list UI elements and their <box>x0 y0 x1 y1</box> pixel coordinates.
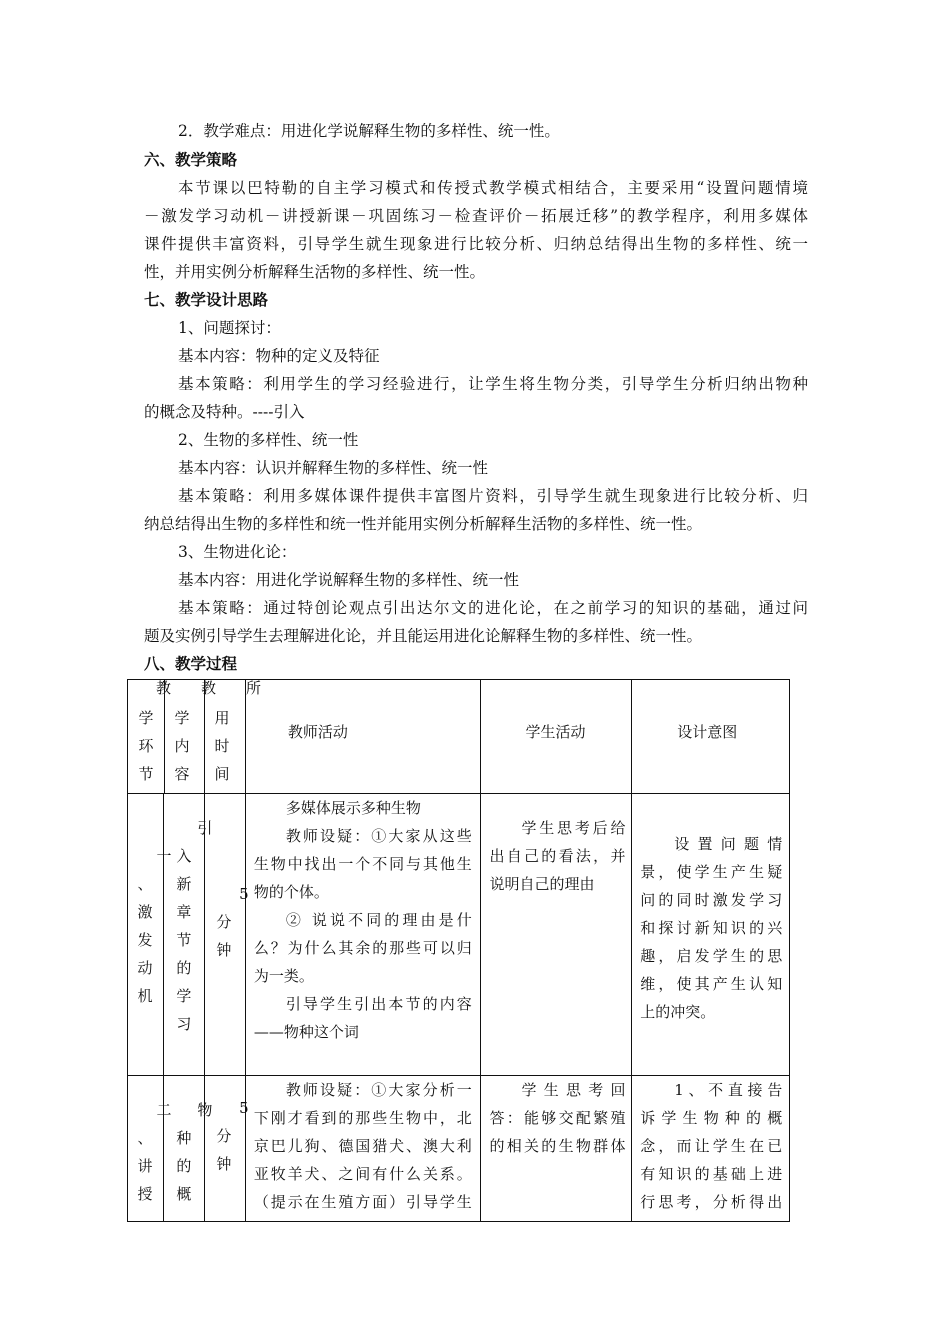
header-col-time: 用时间 <box>214 709 230 783</box>
design-line-5: 2、生物的多样性、统一性 <box>178 431 359 449</box>
row1-design <box>632 794 790 1076</box>
header-left-group <box>128 679 262 794</box>
teaching-process-table <box>127 679 790 1222</box>
row2-design-line: 有知识的基础上进 <box>640 1165 783 1183</box>
row1-teacher-line: 物的个体。 <box>253 883 329 901</box>
row2-time <box>204 1076 249 1222</box>
row1-stage-text: 、激发动机 <box>137 875 153 1005</box>
design-line-11: 基本策略：通过特创论观点引出达尔文的进化论，在之前学习的知识的基础，通过问 <box>178 599 808 617</box>
row2-design-line: 1、不直接告 <box>674 1081 783 1099</box>
row2-stage-text: 、讲授 <box>137 1129 153 1203</box>
row1-design-line: 问的同时激发学习 <box>640 891 783 909</box>
row1-stage <box>128 794 172 1076</box>
row1-design-line: 维，使其产生认知 <box>640 975 783 993</box>
table-row <box>128 1076 790 1222</box>
strategy-line-4: 性，并用实例分析解释生活物的多样性、统一性。 <box>144 263 486 281</box>
row1-teacher-line: 引导学生引出本节的内容 <box>285 995 472 1013</box>
design-line-10: 基本内容：用进化学说解释生物的多样性、统一性 <box>178 571 520 589</box>
design-line-3: 基本策略：利用学生的学习经验进行，让学生将生物分类，引导学生分析归纳出物种 <box>178 375 808 393</box>
row1-teacher-line: 么？为什么其余的那些可以归 <box>253 939 472 957</box>
row2-content-text: 种的概 <box>176 1129 192 1203</box>
row1-design-line: 设 置 问 题 情 <box>674 835 783 853</box>
design-line-1: 1、问题探讨： <box>178 319 281 337</box>
heading-process: 八、教学过程 <box>144 655 238 673</box>
row1-design-line: 和探讨新知识的兴 <box>640 919 783 937</box>
header-col-stage: 学环节 <box>138 709 154 783</box>
design-line-7: 基本策略：利用多媒体课件提供丰富图片资料，引导学生就生现象进行比较分析、归 <box>178 487 808 505</box>
heading-strategy: 六、教学策略 <box>144 151 238 169</box>
row2-design-line: 诉 学 生 物 种 的 概 <box>640 1109 783 1127</box>
row2-teacher <box>245 1076 481 1222</box>
row2-content <box>163 1076 213 1222</box>
header-student-label: 学生活动 <box>525 723 586 741</box>
design-line-12: 题及实例引导学生去理解进化论，并且能运用进化论解释生物的多样性、统一性。 <box>144 627 703 645</box>
strategy-line-2: －激发学习动机－讲授新课－巩固练习－检查评价－拓展迁移”的教学程序，利用多媒体 <box>144 207 808 225</box>
row1-student <box>481 794 632 1076</box>
design-line-4: 的概念及特种。----引入 <box>144 403 305 421</box>
row2-teacher-line: 亚牧羊犬、之间有什么关系。 <box>253 1165 472 1183</box>
row2-teacher-line: （提示在生殖方面）引导学生 <box>253 1193 472 1211</box>
strategy-line-1: 本节课以巴特勒的自主学习模式和传授式教学模式相结合，主要采用“设置问题情境 <box>178 179 808 197</box>
row1-content-text: 入新章节的学习 <box>176 847 192 1033</box>
row2-design-line: 念，而让学生在已 <box>640 1137 783 1155</box>
row1-time-top: 5 <box>239 885 249 903</box>
row1-content-top: 引 <box>197 819 213 837</box>
header-student <box>481 680 632 794</box>
row1-time <box>204 794 249 1076</box>
row1-student-line: 学生思考后给 <box>521 819 626 837</box>
row2-stage <box>128 1076 172 1222</box>
row2-student-line: 答：能够交配繁殖 <box>489 1109 626 1127</box>
design-line-2: 基本内容：物种的定义及特征 <box>178 347 380 365</box>
row1-stage-top: 一 <box>156 847 172 865</box>
row2-stage-top: 二 <box>156 1101 172 1119</box>
row1-time-text: 分钟 <box>216 913 232 959</box>
row2-time-top: 5 <box>239 1099 249 1117</box>
row1-teacher-line: 为一类。 <box>253 967 314 985</box>
row2-teacher-line: 下刚才看到的那些生物中，北 <box>253 1109 472 1127</box>
table-header-row <box>128 680 790 794</box>
row1-teacher-line: 教师设疑：①大家从这些 <box>285 827 472 845</box>
strategy-line-3: 课件提供丰富资料，引导学生就生现象进行比较分析、归纳总结得出生物的多样性、统一 <box>144 235 808 253</box>
table-row <box>128 794 790 1076</box>
row1-teacher-line: 多媒体展示多种生物 <box>285 799 421 817</box>
design-line-6: 基本内容：认识并解释生物的多样性、统一性 <box>178 459 489 477</box>
header-top-text: 教 教 所 <box>156 679 262 697</box>
row1-student-line: 说明自己的理由 <box>489 875 595 893</box>
row1-design-line: 上的冲突。 <box>640 1003 716 1021</box>
heading-design: 七、教学设计思路 <box>144 291 269 309</box>
row2-student-line: 的相关的生物群体 <box>489 1137 626 1155</box>
row2-student-line: 学 生 思 考 回 <box>521 1081 626 1099</box>
row1-student-line: 出自己的看法，并 <box>489 847 626 865</box>
row2-teacher-line: 教师设疑：①大家分析一 <box>285 1081 472 1099</box>
row2-design-line: 行思考，分析得出 <box>640 1193 783 1211</box>
difficulty-line: 2．教学难点：用进化学说解释生物的多样性、统一性。 <box>178 122 560 140</box>
header-design-label: 设计意图 <box>677 723 738 741</box>
row2-design <box>632 1076 790 1222</box>
row2-content-top: 物 <box>197 1101 213 1119</box>
row2-teacher-line: 京巴儿狗、德国猎犬、澳大利 <box>253 1137 472 1155</box>
design-line-9: 3、生物进化论： <box>178 543 297 561</box>
row1-teacher <box>245 794 481 1076</box>
row2-time-text: 分钟 <box>216 1127 232 1173</box>
row1-teacher-line: 生物中找出一个不同与其他生 <box>253 855 472 873</box>
row1-teacher-line: ② 说说不同的理由是什 <box>285 911 472 929</box>
design-line-8: 纳总结得出生物的多样性和统一性并能用实例分析解释生活物的多样性、统一性。 <box>144 515 703 533</box>
header-design <box>632 680 790 794</box>
row2-student <box>481 1076 632 1222</box>
row1-design-line: 趣，启发学生的思 <box>640 947 783 965</box>
row1-design-line: 景，使学生产生疑 <box>640 863 783 881</box>
header-teacher <box>245 680 481 794</box>
header-teacher-label: 教师活动 <box>287 723 348 741</box>
row1-content <box>163 794 213 1076</box>
header-col-content: 学内容 <box>174 709 190 783</box>
row1-teacher-line: ——物种这个词 <box>253 1023 359 1041</box>
